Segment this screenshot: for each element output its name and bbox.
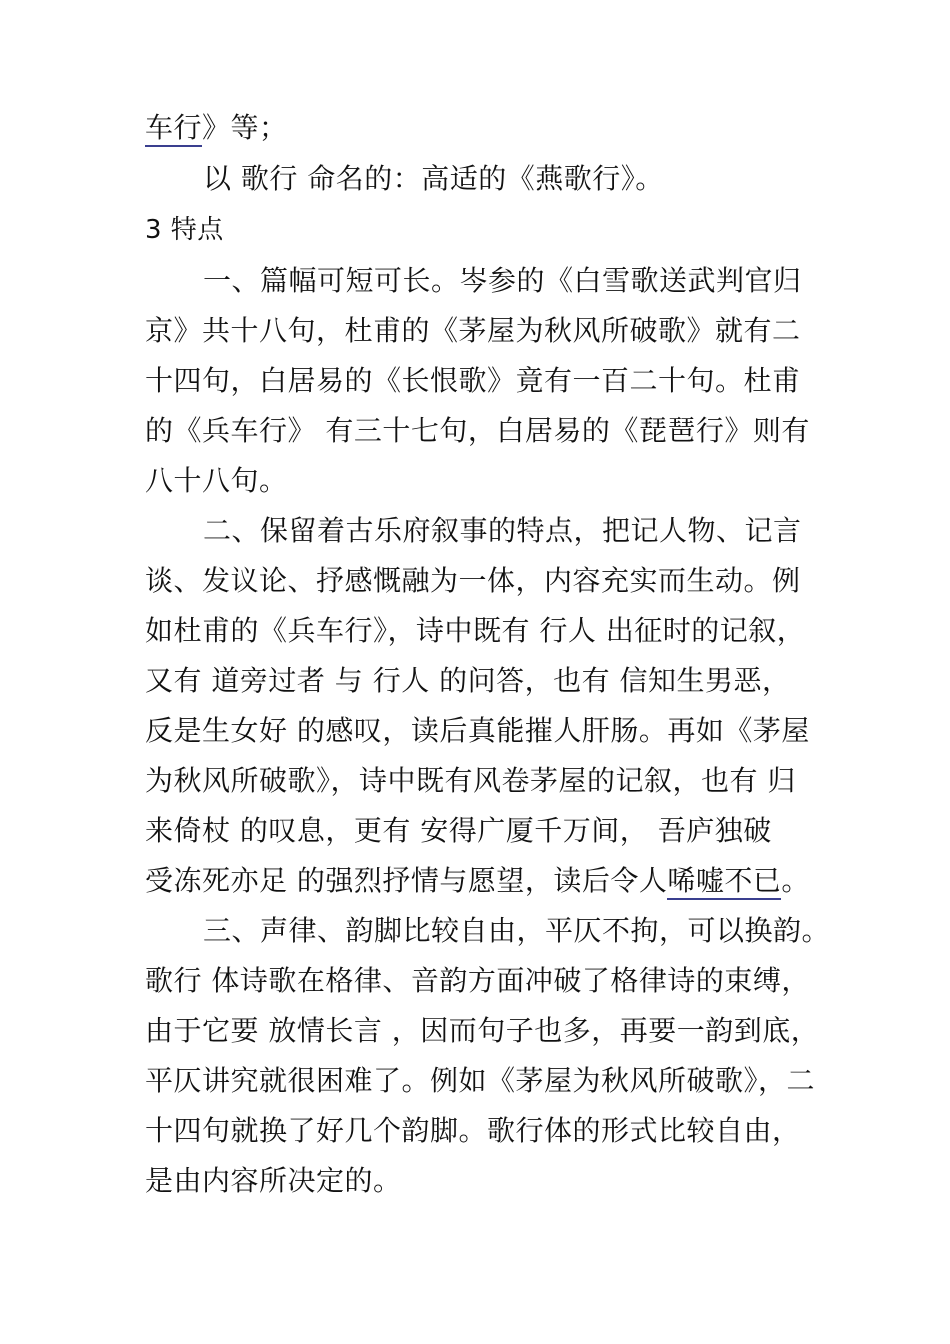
text-line-1 [145, 108, 288, 148]
line-text: 》等； [202, 111, 288, 144]
paragraph-3-line-2: 歌行 体诗歌在格律、音韵方面冲破了格律诗的束缚， [145, 964, 810, 997]
paragraph-3-line-1: 三、声律、韵脚比较自由，平仄不拘，可以换韵。 [203, 914, 831, 947]
paragraph-3-line-4: 平仄讲究就很困难了。例如《茅屋为秋风所破歌》，二 [145, 1064, 816, 1097]
line-text: 受冻死亦足 的强烈抒情与愿望，读后令人 [145, 864, 668, 897]
paragraph-2-line-6: 为秋风所破歌》，诗中既有风卷茅屋的记叙，也有 归 [145, 764, 796, 797]
paragraph-3-line-6: 是由内容所决定的。 [145, 1164, 402, 1197]
paragraph-3-line-5: 十四句就换了好几个韵脚。歌行体的形式比较自由， [145, 1114, 801, 1147]
section-heading: 3 特点 [145, 215, 224, 245]
paragraph-2-line-3: 如杜甫的《兵车行》，诗中既有 行人 出征时的记叙， [145, 614, 806, 647]
text-line-2: 以 歌行 命名的：高适的《燕歌行》。 [203, 162, 664, 195]
paragraph-2-line-4: 又有 道旁过者 与 行人 的问答，也有 信知生男恶， [145, 664, 791, 697]
paragraph-1-line-1: 一、篇幅可短可长。岑参的《白雪歌送武判官归 [203, 264, 802, 297]
underlined-text: 车行 [145, 111, 202, 147]
underlined-text: 唏嘘不已 [667, 864, 781, 900]
line-text: 。 [781, 864, 810, 897]
paragraph-2-line-1: 二、保留着古乐府叙事的特点，把记人物、记言 [203, 514, 802, 547]
paragraph-1-line-2: 京》共十八句，杜甫的《茅屋为秋风所破歌》就有二 [145, 314, 801, 347]
paragraph-2-line-8 [145, 861, 810, 901]
paragraph-1-line-5: 八十八句。 [145, 464, 288, 497]
paragraph-2-line-5: 反是生女好 的感叹，读后真能摧人肝肠。再如《茅屋 [145, 714, 810, 747]
paragraph-2-line-2: 谈、发议论、抒感慨融为一体，内容充实而生动。例 [145, 564, 801, 597]
paragraph-1-line-4: 的《兵车行》 有三十七句，白居易的《琵琶行》则有 [145, 414, 810, 447]
paragraph-1-line-3: 十四句，白居易的《长恨歌》竟有一百二十句。杜甫 [145, 364, 801, 397]
paragraph-2-line-7: 来倚杖 的叹息，更有 安得广厦千万间， 吾庐独破 [145, 814, 772, 847]
paragraph-3-line-3: 由于它要 放情长言 ，因而句子也多，再要一韵到底， [145, 1014, 820, 1047]
